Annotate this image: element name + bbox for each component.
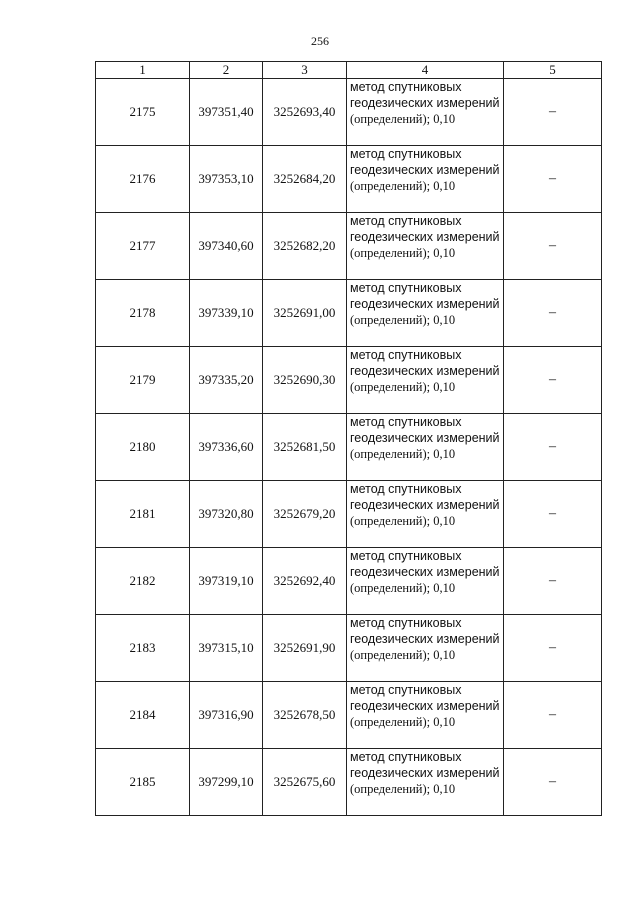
method-text: метод спутниковых геодезических измерений bbox=[350, 214, 500, 244]
table-row bbox=[96, 414, 602, 481]
accuracy-text: (определений); 0,10 bbox=[350, 246, 456, 260]
accuracy-text: (определений); 0,10 bbox=[350, 179, 456, 193]
method-text: метод спутниковых геодезических измерений bbox=[350, 549, 500, 579]
accuracy-text: (определений); 0,10 bbox=[350, 112, 456, 126]
method-text: метод спутниковых геодезических измерений bbox=[350, 415, 500, 445]
coord-x: 397351,40 bbox=[190, 79, 263, 146]
coordinates-table bbox=[95, 61, 602, 816]
method-cell bbox=[347, 615, 504, 682]
table-row bbox=[96, 213, 602, 280]
method-cell bbox=[347, 548, 504, 615]
table-header bbox=[96, 62, 602, 79]
coord-y: 3252691,90 bbox=[263, 615, 347, 682]
method-text: метод спутниковых геодезических измерений bbox=[350, 348, 500, 378]
note-cell: – bbox=[504, 615, 602, 682]
point-number: 2183 bbox=[96, 615, 190, 682]
point-number: 2180 bbox=[96, 414, 190, 481]
table-row bbox=[96, 280, 602, 347]
point-number: 2181 bbox=[96, 481, 190, 548]
method-cell bbox=[347, 481, 504, 548]
coord-y: 3252675,60 bbox=[263, 749, 347, 816]
table-row bbox=[96, 682, 602, 749]
method-text: метод спутниковых геодезических измерений bbox=[350, 683, 500, 713]
note-cell: – bbox=[504, 146, 602, 213]
note-cell: – bbox=[504, 280, 602, 347]
coord-y: 3252692,40 bbox=[263, 548, 347, 615]
accuracy-text: (определений); 0,10 bbox=[350, 581, 456, 595]
note-cell: – bbox=[504, 749, 602, 816]
method-text: метод спутниковых геодезических измерений bbox=[350, 482, 500, 512]
method-text: метод спутниковых геодезических измерений bbox=[350, 281, 500, 311]
table-row bbox=[96, 146, 602, 213]
method-text: метод спутниковых геодезических измерений bbox=[350, 80, 500, 110]
method-cell bbox=[347, 79, 504, 146]
point-number: 2184 bbox=[96, 682, 190, 749]
note-cell: – bbox=[504, 347, 602, 414]
table-row bbox=[96, 79, 602, 146]
col-header-2: 2 bbox=[190, 62, 263, 79]
method-cell bbox=[347, 682, 504, 749]
method-text: метод спутниковых геодезических измерений bbox=[350, 147, 500, 177]
accuracy-text: (определений); 0,10 bbox=[350, 447, 456, 461]
note-cell: – bbox=[504, 682, 602, 749]
point-number: 2176 bbox=[96, 146, 190, 213]
table-row bbox=[96, 347, 602, 414]
col-header-3: 3 bbox=[263, 62, 347, 79]
point-number: 2182 bbox=[96, 548, 190, 615]
coord-x: 397299,10 bbox=[190, 749, 263, 816]
note-cell: – bbox=[504, 548, 602, 615]
method-text: метод спутниковых геодезических измерений bbox=[350, 616, 500, 646]
method-cell bbox=[347, 347, 504, 414]
point-number: 2179 bbox=[96, 347, 190, 414]
table-row bbox=[96, 749, 602, 816]
col-header-1: 1 bbox=[96, 62, 190, 79]
method-cell bbox=[347, 213, 504, 280]
note-cell: – bbox=[504, 481, 602, 548]
method-cell bbox=[347, 280, 504, 347]
coord-x: 397353,10 bbox=[190, 146, 263, 213]
point-number: 2185 bbox=[96, 749, 190, 816]
col-header-5: 5 bbox=[504, 62, 602, 79]
accuracy-text: (определений); 0,10 bbox=[350, 514, 456, 528]
header-row bbox=[96, 62, 602, 79]
page-number: 256 bbox=[311, 34, 329, 48]
method-cell bbox=[347, 414, 504, 481]
coord-y: 3252678,50 bbox=[263, 682, 347, 749]
method-text: метод спутниковых геодезических измерений bbox=[350, 750, 500, 780]
note-cell: – bbox=[504, 414, 602, 481]
col-header-4: 4 bbox=[347, 62, 504, 79]
accuracy-text: (определений); 0,10 bbox=[350, 313, 456, 327]
accuracy-text: (определений); 0,10 bbox=[350, 648, 456, 662]
coord-x: 397316,90 bbox=[190, 682, 263, 749]
table-row bbox=[96, 615, 602, 682]
coord-x: 397336,60 bbox=[190, 414, 263, 481]
coord-y: 3252682,20 bbox=[263, 213, 347, 280]
coord-y: 3252691,00 bbox=[263, 280, 347, 347]
coord-y: 3252679,20 bbox=[263, 481, 347, 548]
coord-x: 397320,80 bbox=[190, 481, 263, 548]
table-row bbox=[96, 548, 602, 615]
accuracy-text: (определений); 0,10 bbox=[350, 715, 456, 729]
method-cell bbox=[347, 749, 504, 816]
coord-y: 3252681,50 bbox=[263, 414, 347, 481]
note-cell: – bbox=[504, 213, 602, 280]
table-body bbox=[96, 79, 602, 816]
point-number: 2175 bbox=[96, 79, 190, 146]
table-row bbox=[96, 481, 602, 548]
coord-y: 3252693,40 bbox=[263, 79, 347, 146]
coord-x: 397319,10 bbox=[190, 548, 263, 615]
note-cell: – bbox=[504, 79, 602, 146]
coord-x: 397315,10 bbox=[190, 615, 263, 682]
coord-y: 3252684,20 bbox=[263, 146, 347, 213]
accuracy-text: (определений); 0,10 bbox=[350, 782, 456, 796]
method-cell bbox=[347, 146, 504, 213]
coord-x: 397339,10 bbox=[190, 280, 263, 347]
coord-x: 397340,60 bbox=[190, 213, 263, 280]
point-number: 2177 bbox=[96, 213, 190, 280]
coord-x: 397335,20 bbox=[190, 347, 263, 414]
accuracy-text: (определений); 0,10 bbox=[350, 380, 456, 394]
coord-y: 3252690,30 bbox=[263, 347, 347, 414]
point-number: 2178 bbox=[96, 280, 190, 347]
